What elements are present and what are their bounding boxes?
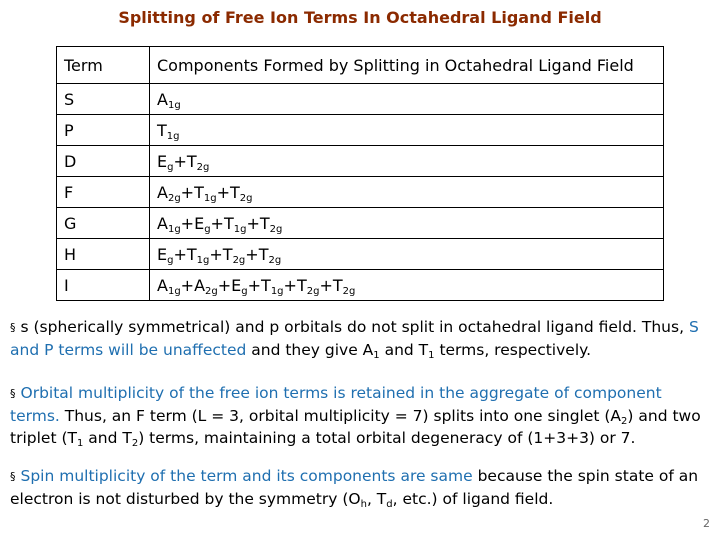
page-title: Splitting of Free Ion Terms In Octahedral Ligand Field: [118, 8, 602, 27]
page-number: 2: [703, 517, 710, 530]
component-symbol: $E_g$: [194, 213, 211, 235]
component-symbol: $A_{1g}$: [157, 213, 181, 235]
term-cell: S: [57, 84, 150, 115]
component-symbol: $T_{1g}$: [194, 182, 217, 204]
components-cell: [150, 84, 664, 115]
paragraph-orbital-splitting: § s (spherically symmetrical) and p orbitals do not split in octahedral ligand field. Thus, S and P terms will be unaffected and they give $A_1$ and $T_1$ terms, respectively.: [10, 318, 699, 361]
paragraph-orbital-multiplicity: § Orbital multiplicity of the free ion terms is retained in the aggregate of component terms. Thus, an F term (L = 3, orbital multiplicity = 7) splits into one singlet $(A_2)$ and two triplet ($T_1$ and $T_2$) terms, maintaining a total orbital degeneracy of (1+3+3) or 7.: [10, 384, 701, 449]
component-symbol: $T_{1g}$: [186, 244, 210, 266]
table-row: [57, 239, 664, 270]
component-symbol: $E_g$: [157, 151, 174, 173]
component-symbol: $A_{1g}$: [157, 89, 181, 111]
component-symbol: $E_g$: [157, 244, 174, 266]
component-symbol: $A_{1g}$: [157, 275, 181, 297]
bullet-icon: §: [10, 470, 16, 483]
term-cell: H: [57, 239, 150, 270]
components-cell: $E_g+T_{2g}$: [150, 146, 664, 177]
table-row: [57, 84, 664, 115]
component-symbol: $T_{2g}$: [186, 151, 210, 173]
components-cell: [150, 115, 664, 146]
component-symbol: $T_{2g}$: [222, 244, 246, 266]
table-row: [57, 115, 664, 146]
component-symbol: $T_{2g}$: [229, 182, 253, 204]
components-cell: $A_{2g}+T_{1g}+T_{2g}$: [150, 177, 664, 208]
component-symbol: $T_{2g}$: [296, 275, 320, 297]
component-symbol: $A_{2g}$: [157, 182, 181, 204]
component-symbol: $T_{2g}$: [259, 213, 283, 235]
splitting-table: [56, 46, 664, 301]
table-row: [57, 270, 664, 301]
table-header-row: [57, 47, 664, 84]
term-cell: I: [57, 270, 150, 301]
paragraph-spin-multiplicity: § Spin multiplicity of the term and its components are same because the spin state of an electron is not disturbed by the symmetry ($O_h$, $T_d$, etc.) of ligand field.: [10, 467, 699, 510]
table-row: [57, 146, 664, 177]
term-cell: P: [57, 115, 150, 146]
component-symbol: $T_{2g}$: [332, 275, 356, 297]
components-cell: $A_{1g}+E_g+T_{1g}+T_{2g}$: [150, 208, 664, 239]
component-symbol: $A_{2g}$: [194, 275, 218, 297]
bullet-icon: §: [10, 387, 16, 400]
bullet-icon: §: [10, 321, 16, 334]
component-symbol: $T_{2g}$: [258, 244, 282, 266]
table-row: [57, 208, 664, 239]
table-row: [57, 177, 664, 208]
component-symbol: $T_{1g}$: [223, 213, 247, 235]
components-cell: $E_g+T_{1g}+T_{2g}+T_{2g}$: [150, 239, 664, 270]
component-symbol: $E_g$: [231, 275, 248, 297]
column-header-term: Term: [57, 47, 150, 84]
component-symbol: $T_{1g}$: [261, 275, 284, 297]
components-cell: $A_{1g}+A_{2g}+E_g+T_{1g}+T_{2g}+T_{2g}$: [150, 270, 664, 301]
term-cell: D: [57, 146, 150, 177]
term-cell: F: [57, 177, 150, 208]
column-header-components: Components Formed by Splitting in Octahedral Ligand Field: [150, 47, 664, 84]
term-cell: G: [57, 208, 150, 239]
component-symbol: $T_{1g}$: [157, 120, 180, 142]
